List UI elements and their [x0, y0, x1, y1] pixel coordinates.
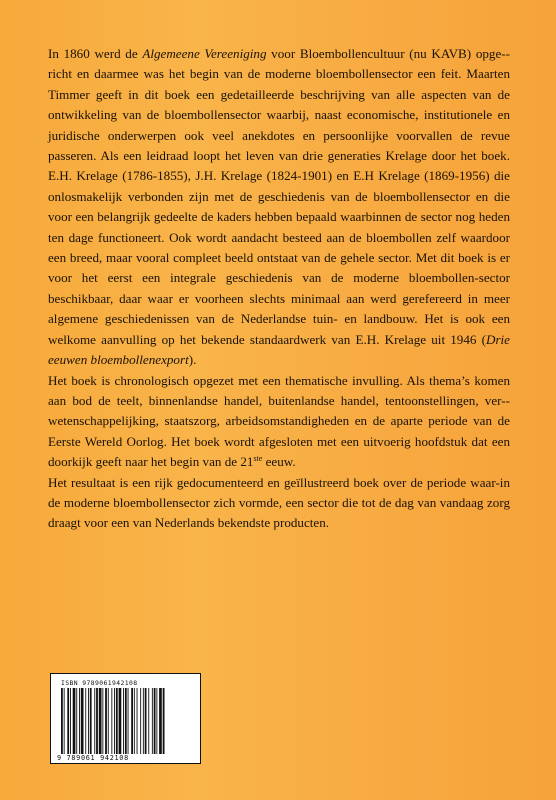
isbn-barcode: [50, 673, 201, 764]
paragraph-1-segment: Algemeene Vereeniging: [142, 46, 267, 61]
paragraph-2-segment: eeuw.: [262, 454, 296, 470]
paragraph-1: [48, 44, 510, 371]
paragraph-2: [48, 371, 510, 473]
paragraph-3: [48, 473, 510, 534]
back-cover-text: [48, 44, 510, 534]
paragraph-1-segment: Drie eeuwen bloembollenexport: [48, 331, 510, 368]
paragraph-3-segment: Het resultaat is een rijk gedocumenteerd en geïllustreerd boek over de periode waar-in de moderne bloembollensector zich vormde, een sector die tot de dag van vandaag zorg draagt voor een van Nederlands bekendste producten.: [48, 474, 510, 531]
barcode-digits: 9 789061 942108: [57, 754, 129, 762]
paragraph-1-segment: In 1860 werd de: [48, 46, 143, 61]
paragraph-1-segment: ).: [188, 352, 197, 368]
paragraph-2-segment: Het boek is chronologisch opgezet met een thematische invulling. Als thema’s komen aan bod de teelt, binnenlandse handel, buitenlandse handel, tentoonstellingen, ver-wetenschappelijking, staatszorg, arbeidsomstandigheden en de aparte periode van de Eerste Wereld Oorlog. Het boek wordt afgesloten met een uitvoerig hoofdstuk dat een doorkijk geeft naar het begin van de 21: [48, 372, 510, 470]
paragraph-1-segment: voor Bloembollencultuur (nu KAVB) opge-richt en daarmee was het begin van de moderne bloembollensector een feit. Maarten Timmer geeft in dit boek een gedetailleerde beschrijving van alle aspecten van de ontwikkeling van de bloembollensector waarbij, naast economische, institutionele en juridische onderwerpen ook veel anekdotes en persoonlijke voorvallen de revue passeren. Als een leidraad loopt het leven van drie generaties Krelage door het boek. E.H. Krelage (1786-1855), J.H. Krelage (1824-1901) en E.H Krelage (1869-1956) die onlosmakelijk verbonden zijn met de geschiedenis van de bloembollensector en die voor een belangrijk gedeelte de kaders hebben bepaald waarbinnen de sector nog heden ten dage functioneert. Ook wordt aandacht besteed aan de bloembollen zelf waardoor een breed, maar vooral compleet beeld ontstaat van de gehele sector. Met dit boek is er voor het eerst een integrale geschiedenis van de moderne bloembollen-sector beschikbaar, daar waar er voorheen slechts minimaal aan werd gerefereerd in meer algemene geschiedenissen van de Nederlandse tuin- en landbouw. Het is ook een welkome aanvulling op het bekende standaardwerk van E.H. Krelage uit 1946 (: [48, 46, 511, 347]
paragraph-2-segment: ste: [253, 454, 263, 464]
isbn-label: ISBN 9789061942108: [61, 679, 138, 687]
barcode-icon: [61, 688, 192, 754]
